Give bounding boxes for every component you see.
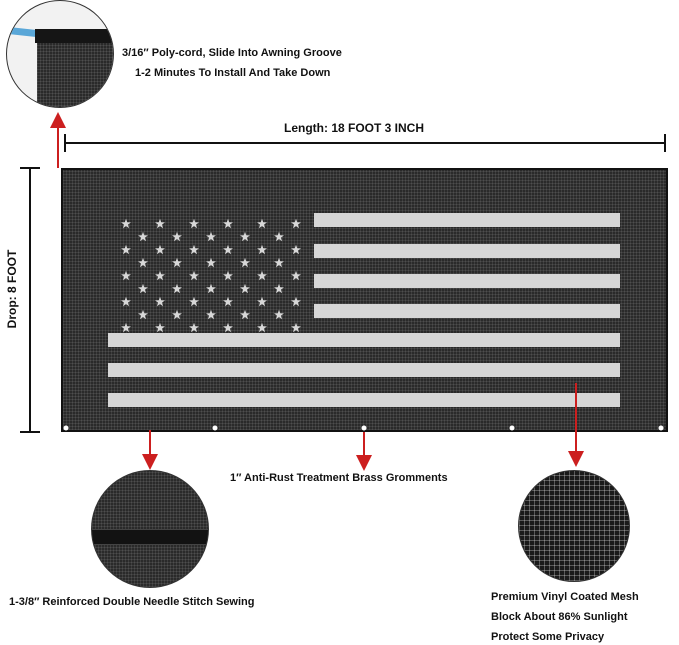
flag-star — [121, 297, 131, 306]
flag-star — [189, 271, 199, 280]
flag-star — [189, 323, 199, 332]
stitch-zoom-circle — [91, 470, 209, 588]
flag-star — [138, 310, 148, 319]
grommet — [362, 426, 367, 431]
flag-star — [172, 258, 182, 267]
flag-star — [155, 323, 165, 332]
flag-stripe — [108, 333, 620, 347]
grommets-label: 1″ Anti-Rust Treatment Brass Gromments — [230, 472, 448, 484]
flag-star — [257, 245, 267, 254]
flag-star — [121, 245, 131, 254]
flag-star — [155, 271, 165, 280]
flag-star — [274, 310, 284, 319]
polycord-label-line1: 3/16″ Poly-cord, Slide Into Awning Groove — [122, 47, 342, 59]
flag-stripe — [314, 244, 620, 258]
flag-star — [240, 284, 250, 293]
flag-star — [121, 219, 131, 228]
grommet — [659, 426, 664, 431]
flag-star — [206, 310, 216, 319]
flag-star-field — [121, 219, 301, 332]
flag-star — [291, 271, 301, 280]
flag-star — [172, 284, 182, 293]
flag-star — [274, 258, 284, 267]
flag-star — [121, 323, 131, 332]
flag-star — [240, 310, 250, 319]
flag-stripe — [314, 274, 620, 288]
flag-star — [257, 297, 267, 306]
flag-star — [257, 323, 267, 332]
length-label: Length: 18 FOOT 3 INCH — [284, 121, 425, 135]
flag-star — [291, 297, 301, 306]
flag-stripe — [314, 213, 620, 227]
grommet — [510, 426, 515, 431]
flag-star — [223, 219, 233, 228]
flag-stripe — [108, 363, 620, 377]
mesh-label-line1: Premium Vinyl Coated Mesh — [491, 591, 639, 603]
flag-star — [206, 232, 216, 241]
flag-star — [223, 271, 233, 280]
flag-star — [206, 284, 216, 293]
flag-star — [206, 258, 216, 267]
flag-star — [274, 232, 284, 241]
flag-star — [172, 310, 182, 319]
flag-star — [189, 245, 199, 254]
flag-star — [121, 271, 131, 280]
flag-star — [138, 258, 148, 267]
grommet — [64, 426, 69, 431]
mesh-label-line3: Protect Some Privacy — [491, 631, 605, 643]
flag-star — [257, 219, 267, 228]
flag-star — [189, 297, 199, 306]
stitch-hem-band — [92, 529, 208, 545]
flag-stripe — [314, 304, 620, 318]
flag-star — [223, 297, 233, 306]
flag-star — [291, 245, 301, 254]
flag-star — [240, 258, 250, 267]
flag-star — [172, 232, 182, 241]
flag-stripe — [108, 393, 620, 407]
mesh-zoom-circle — [518, 470, 630, 582]
flag-star — [155, 219, 165, 228]
polycord-label-line2: 1-2 Minutes To Install And Take Down — [135, 67, 331, 79]
grommet — [213, 426, 218, 431]
drop-label: Drop: 8 FOOT — [5, 249, 19, 329]
flag-star — [155, 245, 165, 254]
flag-star — [155, 297, 165, 306]
flag-star — [223, 323, 233, 332]
flag-star — [138, 284, 148, 293]
flag-star — [138, 232, 148, 241]
flag-star — [291, 323, 301, 332]
flag-star — [291, 219, 301, 228]
flag-star — [257, 271, 267, 280]
flag-star — [189, 219, 199, 228]
mesh-label-line2: Block About 86% Sunlight — [491, 611, 628, 623]
flag-star — [274, 284, 284, 293]
stitch-label: 1-3/8″ Reinforced Double Needle Stitch Sewing — [9, 596, 255, 608]
flag-star — [240, 232, 250, 241]
flag-star — [223, 245, 233, 254]
